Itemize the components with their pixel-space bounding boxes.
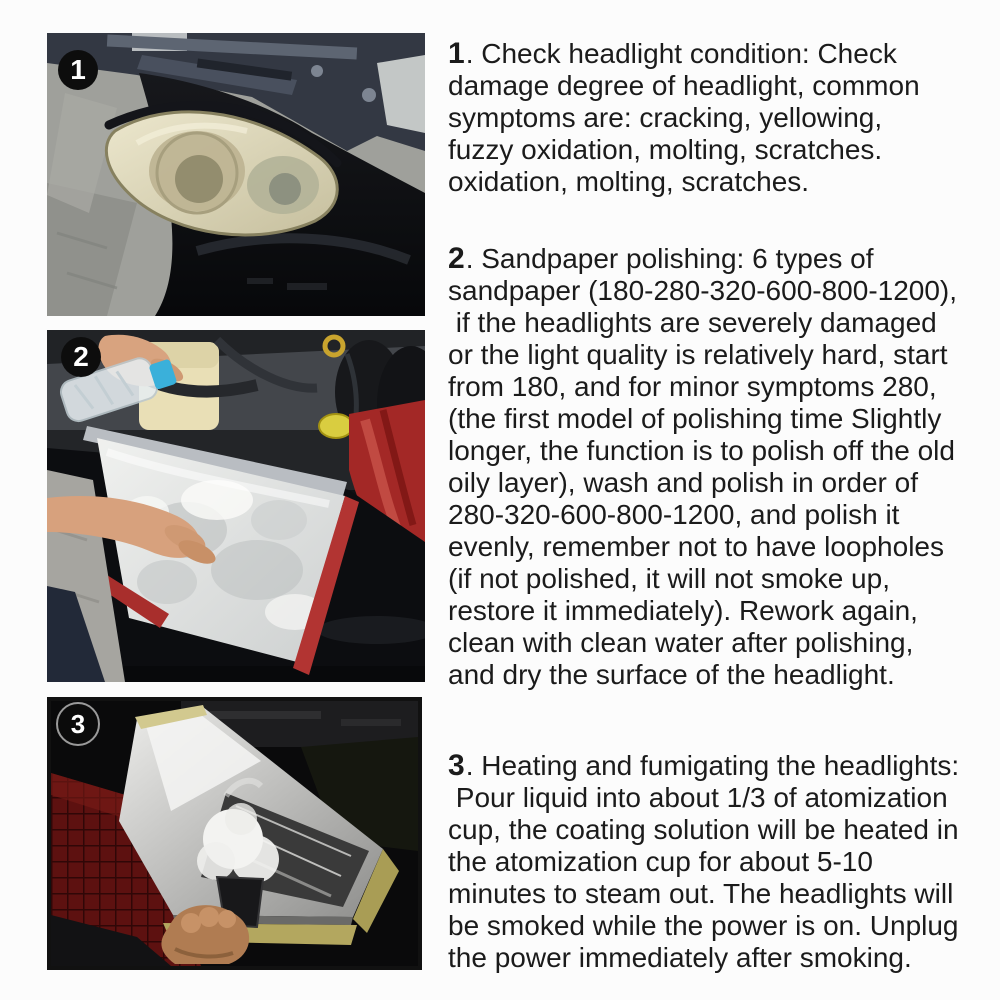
instruction-line: and dry the surface of the headlight. — [448, 659, 895, 690]
step-1-first-line: . Check headlight condition: Check — [465, 38, 897, 69]
instruction-line: cup, the coating solution will be heated in — [448, 814, 959, 845]
step-3-badge: 3 — [56, 702, 100, 746]
step-1-instructions — [448, 38, 1000, 198]
instruction-line: fuzzy oxidation, molting, scratches. — [448, 134, 883, 165]
instruction-line: 280-320-600-800-1200, and polish it — [448, 499, 900, 530]
photo-step-1-illustration — [47, 33, 425, 316]
instruction-line: evenly, remember not to have loopholes — [448, 531, 944, 562]
yellow-cap — [319, 414, 353, 438]
step-2-badge: 2 — [61, 337, 101, 377]
photo-step-2-illustration — [47, 330, 425, 682]
instruction-line: Pour liquid into about 1/3 of atomization — [448, 782, 948, 813]
photo-step-2-washing-headlight — [47, 330, 425, 682]
step-1-badge: 1 — [58, 50, 98, 90]
instruction-line: longer, the function is to polish off the old — [448, 435, 955, 466]
instruction-line: minutes to steam out. The headlights will — [448, 878, 954, 909]
instruction-line: clean with clean water after polishing, — [448, 627, 914, 658]
photo-step-1-headlight-before — [47, 33, 425, 316]
step-3-instructions — [448, 750, 1000, 974]
instruction-line: oxidation, molting, scratches. — [448, 166, 810, 197]
step-1-number: 1 — [448, 37, 466, 70]
instruction-line: (the first model of polishing time Slightly — [448, 403, 942, 434]
photo-step-3-illustration — [51, 701, 418, 966]
instruction-line: the power immediately after smoking. — [448, 942, 912, 973]
step-2-number: 2 — [448, 242, 466, 275]
instruction-line — [448, 243, 1000, 275]
instruction-line: symptoms are: cracking, yellowing, — [448, 102, 883, 133]
instruction-line — [448, 750, 1000, 782]
instruction-line: from 180, and for minor symptoms 280, — [448, 371, 937, 402]
instruction-line: or the light quality is relatively hard, start — [448, 339, 948, 370]
step-3-first-line: . Heating and fumigating the headlights: — [465, 750, 960, 781]
instruction-line: if the headlights are severely damaged — [448, 307, 937, 338]
instruction-line: damage degree of headlight, common — [448, 70, 920, 101]
step-2-instructions — [448, 243, 1000, 691]
instruction-line: (if not polished, it will not smoke up, — [448, 563, 890, 594]
instruction-line: restore it immediately). Rework again, — [448, 595, 918, 626]
step-3-number: 3 — [448, 749, 466, 782]
instruction-line: sandpaper (180-280-320-600-800-1200), — [448, 275, 958, 306]
step-2-first-line: . Sandpaper polishing: 6 types of — [465, 243, 874, 274]
instruction-line: be smoked while the power is on. Unplug — [448, 910, 959, 941]
instruction-line — [448, 38, 1000, 70]
instruction-line: oily layer), wash and polish in order of — [448, 467, 919, 498]
photo-step-3-fumigating-headlight — [47, 697, 422, 970]
instruction-line: the atomization cup for about 5-10 — [448, 846, 873, 877]
